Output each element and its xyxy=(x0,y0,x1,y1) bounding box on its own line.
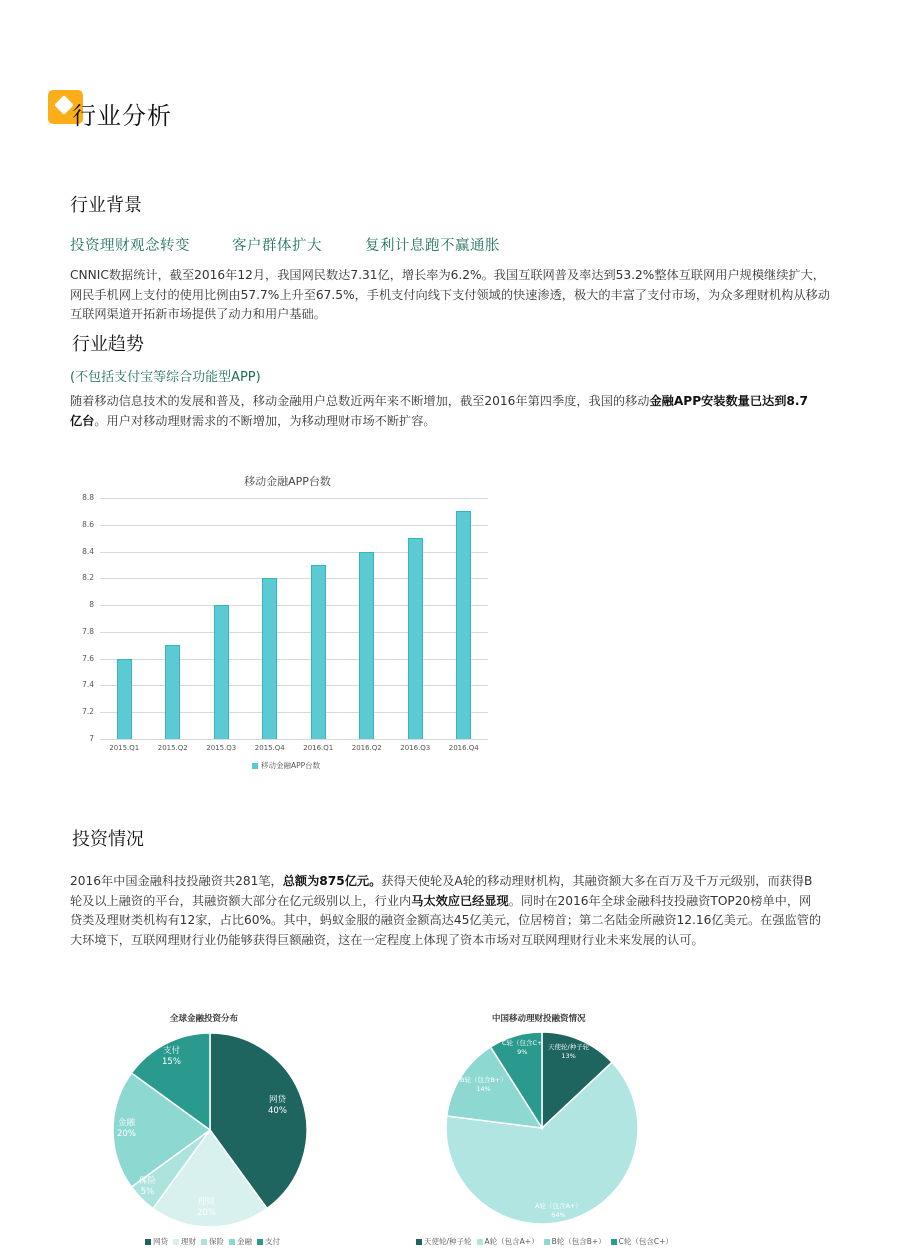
keyword-3: 复利计息跑不赢通胀 xyxy=(365,238,500,254)
x-tick-label: 2016.Q4 xyxy=(448,744,479,752)
bar xyxy=(456,511,471,739)
pie2-title: 中国移动理财投融资情况 xyxy=(492,1014,586,1024)
page-title: 行业分析 xyxy=(72,102,172,130)
legend-swatch xyxy=(611,1239,617,1245)
legend-label: 保险 xyxy=(209,1237,224,1246)
gridline xyxy=(100,605,488,606)
gridline xyxy=(100,685,488,686)
legend-item xyxy=(477,1236,539,1247)
bar xyxy=(359,552,374,739)
legend-label: A轮（包含A+） xyxy=(484,1237,539,1246)
bar xyxy=(311,565,326,739)
pie2-label-c: C轮（包含C+ 9% xyxy=(502,1039,543,1056)
pie2-label-b: B轮（包含B+） 14% xyxy=(460,1076,507,1093)
legend-label: 天使轮/种子轮 xyxy=(424,1237,472,1246)
pie1-title: 全球金融投资分布 xyxy=(170,1014,239,1024)
y-tick-label: 7 xyxy=(89,734,94,743)
y-tick-label: 8.6 xyxy=(82,519,94,529)
bar-chart-title: 移动金融APP台数 xyxy=(244,475,331,488)
legend-label: 金融 xyxy=(237,1237,252,1246)
legend-item xyxy=(201,1236,224,1247)
x-tick-label: 2015.Q2 xyxy=(157,744,188,752)
bar xyxy=(214,605,229,739)
pie2-legend xyxy=(416,1236,673,1247)
x-tick-label: 2016.Q3 xyxy=(400,744,431,752)
x-tick-label: 2016.Q2 xyxy=(351,744,382,752)
background-paragraph: CNNIC数据统计，截至2016年12月，我国网民数达7.31亿，增长率为6.2%。我国互联网普及率达到53.2%整体互联网用户规模继续扩大，网民手机网上支付的使用比例由57.7%上升至67.5%，手机支付向线下支付领域的快速渗透，极大的丰富了支付市场，为众多理财机构从移动互联网渠道开拓新市场提供了动力和用户基础。 xyxy=(70,268,830,321)
bar-chart xyxy=(80,465,500,785)
gridline xyxy=(100,659,488,660)
legend-item xyxy=(229,1236,252,1247)
gridline xyxy=(100,552,488,553)
legend-item xyxy=(257,1236,280,1247)
legend-swatch xyxy=(229,1239,235,1245)
gridline xyxy=(100,498,488,499)
y-tick-label: 7.2 xyxy=(82,707,94,717)
legend-swatch xyxy=(257,1239,263,1245)
legend-label: B轮（包含B+） xyxy=(551,1237,606,1246)
trend-paragraph: 随着移动信息技术的发展和普及，移动金融用户总数近两年来不断增加，截至2016年第四季度，我国的移动金融APP安装数量已达到8.7亿台。用户对移动理财需求的不断增加，为移动理财市场不断扩容。 xyxy=(70,394,809,428)
keyword-1: 投资理财观念转变 xyxy=(70,238,190,254)
x-tick-label: 2015.Q1 xyxy=(109,744,140,752)
diamond-icon xyxy=(54,95,74,115)
legend-label: C轮（包含C+） xyxy=(618,1237,673,1246)
bar xyxy=(165,645,180,739)
bar-legend xyxy=(252,760,320,771)
legend-item xyxy=(145,1236,168,1247)
legend-swatch xyxy=(201,1239,207,1245)
y-tick-label: 7.6 xyxy=(82,653,94,663)
y-tick-label: 8.4 xyxy=(82,546,94,556)
gridline xyxy=(100,525,488,526)
pie2-chart xyxy=(444,1030,640,1226)
legend-swatch xyxy=(252,763,258,769)
legend-label: 支付 xyxy=(265,1237,280,1246)
gridline xyxy=(100,578,488,579)
pie1-label-wangdai: 网贷 40% xyxy=(268,1095,287,1116)
legend-item xyxy=(611,1236,673,1247)
x-tick-label: 2015.Q3 xyxy=(206,744,237,752)
section-title-background: 行业背景 xyxy=(70,195,142,216)
pie1-label-baoxian: 保险 5% xyxy=(139,1176,157,1197)
y-tick-label: 7.4 xyxy=(82,680,94,690)
pie1-label-jinrong: 金融 20% xyxy=(117,1118,136,1139)
pie1-label-licai: 理财 20% xyxy=(197,1197,216,1218)
legend-swatch xyxy=(173,1239,179,1245)
bar xyxy=(408,538,423,739)
section-title-investment: 投资情况 xyxy=(72,829,144,850)
section-title-trend: 行业趋势 xyxy=(72,334,144,355)
bar xyxy=(117,659,132,739)
legend-label: 网贷 xyxy=(153,1237,168,1246)
legend-swatch xyxy=(416,1239,422,1245)
legend-item xyxy=(173,1236,196,1247)
x-tick-label: 2015.Q4 xyxy=(254,744,285,752)
gridline xyxy=(100,632,488,633)
y-tick-label: 7.8 xyxy=(82,626,94,636)
legend-item xyxy=(544,1236,606,1247)
legend-item xyxy=(416,1236,472,1247)
legend-swatch xyxy=(544,1239,550,1245)
legend-label: 移动金融APP台数 xyxy=(261,761,321,770)
legend-swatch xyxy=(477,1239,483,1245)
legend-swatch xyxy=(145,1239,151,1245)
trend-note: (不包括支付宝等综合功能型APP) xyxy=(70,370,261,385)
pie1-legend xyxy=(145,1236,280,1247)
y-tick-label: 8.2 xyxy=(82,573,94,583)
y-tick-label: 8 xyxy=(89,600,94,610)
x-tick-label: 2016.Q1 xyxy=(303,744,334,752)
gridline xyxy=(100,712,488,713)
pie1-label-zhifu: 支付 15% xyxy=(162,1046,181,1067)
investment-paragraph: 2016年中国金融科技投融资共281笔，总额为875亿元。获得天使轮及A轮的移动理财机构，其融资额大多在百万及千万元级别，而获得B轮及以上融资的平台，其融资额大部分在亿元级别以上，行业内马太效应已经显现。同时在2016年全球金融科技投融资TOP20榜单中，网贷类及理财类机构有12家，占比60%。其中，蚂蚁金服的融资金额高达45亿美元，位居榜首；第二名陆金所融资12.16亿美元。在强监管的大环境下，互联网理财行业仍能够获得巨额融资，这在一定程度上体现了资本市场对互联网理财行业未来发展的认可。 xyxy=(70,874,822,947)
gridline xyxy=(100,739,488,740)
pie2-label-a: A轮（包含A+） 64% xyxy=(535,1202,582,1219)
keyword-2: 客户群体扩大 xyxy=(232,238,322,254)
legend-label: 理财 xyxy=(181,1237,196,1246)
y-tick-label: 8.8 xyxy=(82,493,94,502)
bar xyxy=(262,578,277,739)
pie2-label-angel: 天使轮/种子轮 13% xyxy=(548,1043,590,1060)
